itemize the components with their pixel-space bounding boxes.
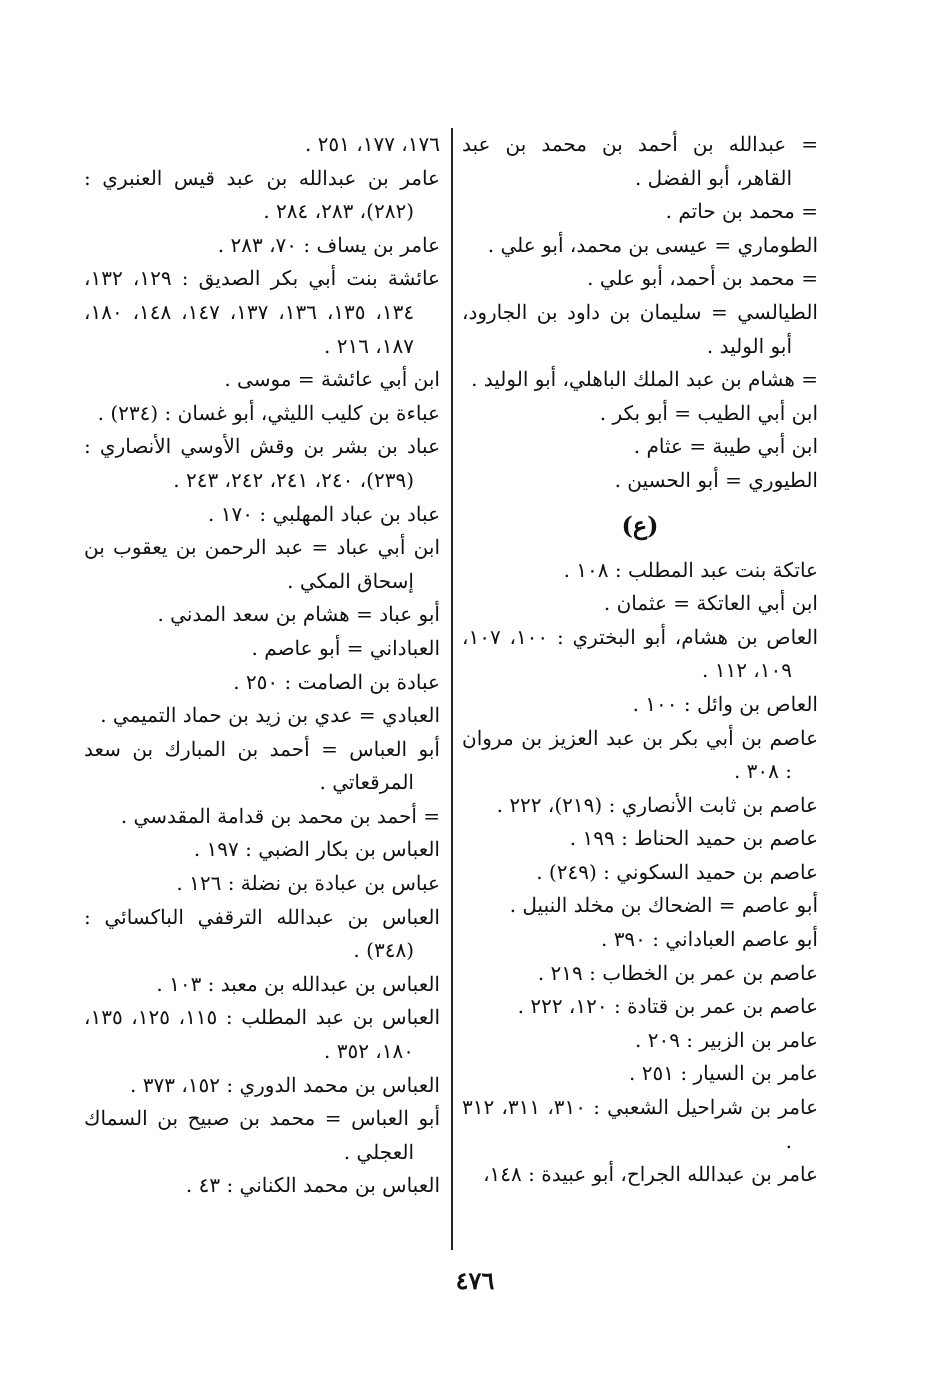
right-column-entries-before-heading [462, 128, 818, 498]
right-column-entries-after-heading [462, 554, 818, 1192]
index-entry: عامر بن عبدالله الجراح، أبو عبيدة : ١٤٨، [483, 1162, 818, 1187]
index-entry: = محمد بن أحمد، أبو علي . [587, 266, 818, 291]
index-entry: العاص بن وائل : ١٠٠ . [632, 691, 818, 716]
index-entry: الطوماري = عيسى بن محمد، أبو علي . [487, 232, 818, 257]
index-entry: عباس بن عبادة بن نضلة : ١٢٦ . [176, 871, 440, 896]
index-entry: العباس بن عبدالله الترقفي الباكسائي : (٣٤٨) . [84, 904, 440, 963]
left-column [84, 128, 440, 1203]
right-column [462, 128, 818, 1192]
index-entry: أبو عاصم العباداني : ٣٩٠ . [600, 927, 818, 952]
index-entry: أبو عباد = هشام بن سعد المدني . [157, 602, 440, 627]
index-entry: ابن أبي العاتكة = عثمان . [603, 591, 818, 616]
index-entry: عباءة بن كليب الليثي، أبو غسان : (٢٣٤) . [97, 400, 440, 425]
index-entry: عاصم بن ثابت الأنصاري : (٢١٩)، ٢٢٢ . [496, 792, 818, 817]
section-heading-ain: (ع) [621, 510, 659, 540]
index-entry: ابن أبي عباد = عبد الرحمن بن يعقوب بن إسحاق المكي . [84, 535, 440, 593]
index-entry: أبو العباس = أحمد بن المبارك بن سعد المرقعاتي . [84, 736, 440, 795]
index-entry: عاصم بن حميد السكوني : (٢٤٩) . [536, 859, 818, 884]
index-entry: عامر بن عبدالله بن عبد قيس العنبري : (٢٨٢)، ٢٨٣، ٢٨٤ . [84, 165, 440, 224]
index-entry: الطيالسي = سليمان بن داود بن الجارود، أبو الوليد . [462, 299, 818, 358]
index-entry: ابن أبي عائشة = موسى . [224, 367, 440, 392]
column-divider [451, 128, 453, 1250]
index-entry: = أحمد بن محمد بن قدامة المقدسي . [120, 803, 440, 828]
index-entry: عباد بن بشر بن وقش الأوسي الأنصاري : (٢٣٩)، ٢٤٠، ٢٤١، ٢٤٢، ٢٤٣ . [84, 434, 440, 492]
index-entry: عامر بن السيار : ٢٥١ . [629, 1061, 818, 1086]
index-entry: أبو عاصم = الضحاك بن مخلد النبيل . [509, 893, 818, 918]
index-entry: العباس بن محمد الدوري : ١٥٢، ٣٧٣ . [130, 1072, 440, 1097]
index-entry: العباس بن محمد الكناني : ٤٣ . [185, 1173, 440, 1198]
index-entry: عبادة بن الصامت : ٢٥٠ . [233, 669, 440, 694]
index-entry: العاص بن هشام، أبو البختري : ١٠٠، ١٠٧، ١٠٩، ١١٢ . [462, 624, 819, 683]
index-entry: ١٧٦، ١٧٧، ٢٥١ . [304, 132, 440, 156]
index-entry: عاصم بن عمر بن قتادة : ١٢٠، ٢٢٢ . [517, 994, 818, 1019]
index-entry: ابن أبي الطيب = أبو بكر . [599, 400, 818, 425]
index-entry: أبو العباس = محمد بن صبيح بن السماك العجلي . [84, 1106, 440, 1164]
index-entry: العباداني = أبو عاصم . [251, 635, 440, 660]
index-entry: العباس بن عبد المطلب : ١١٥، ١٢٥، ١٣٥، ١٨٠، ٣٥٢ . [84, 1005, 441, 1064]
index-entry: العباس بن عبدالله بن معبد : ١٠٣ . [156, 971, 440, 996]
index-entry: الطيوري = أبو الحسين . [614, 467, 818, 492]
left-column-entries [84, 128, 440, 1203]
index-entry: العباس بن بكار الضبي : ١٩٧ . [193, 837, 440, 862]
index-entry: العبادي = عدي بن زيد بن حماد التميمي . [100, 703, 440, 728]
index-entry: عاصم بن حميد الحناط : ١٩٩ . [569, 826, 818, 851]
index-entry: = عبدالله بن أحمد بن محمد بن عبد القاهر، أبو الفضل . [462, 132, 818, 190]
index-entry: = محمد بن حاتم . [665, 199, 818, 224]
index-entry: عاصم بن عمر بن الخطاب : ٢١٩ . [537, 960, 818, 985]
index-entry: عامر بن يساف : ٧٠، ٢٨٣ . [217, 232, 440, 257]
index-entry: عامر بن شراحيل الشعبي : ٣١٠، ٣١١، ٣١٢ . [462, 1095, 819, 1153]
index-entry: عباد بن عباد المهلبي : ١٧٠ . [208, 501, 440, 526]
index-entry: ابن أبي طيبة = عثام . [633, 434, 818, 459]
index-entry: عاتكة بنت عبد المطلب : ١٠٨ . [563, 557, 818, 582]
index-entry: عاصم بن أبي بكر بن عبد العزيز بن مروان : ٣٠٨ . [462, 725, 818, 784]
index-entry: عائشة بنت أبي بكر الصديق : ١٢٩، ١٣٢، ١٣٤، ١٣٥، ١٣٦، ١٣٧، ١٤٧، ١٤٨، ١٨٠، ١٨٧، ٢١٦ . [84, 266, 440, 358]
index-entry: = هشام بن عبد الملك الباهلي، أبو الوليد . [471, 367, 818, 392]
page-number: ٤٧٦ [455, 1266, 495, 1295]
index-entry: عامر بن الزبير : ٢٠٩ . [634, 1027, 818, 1052]
